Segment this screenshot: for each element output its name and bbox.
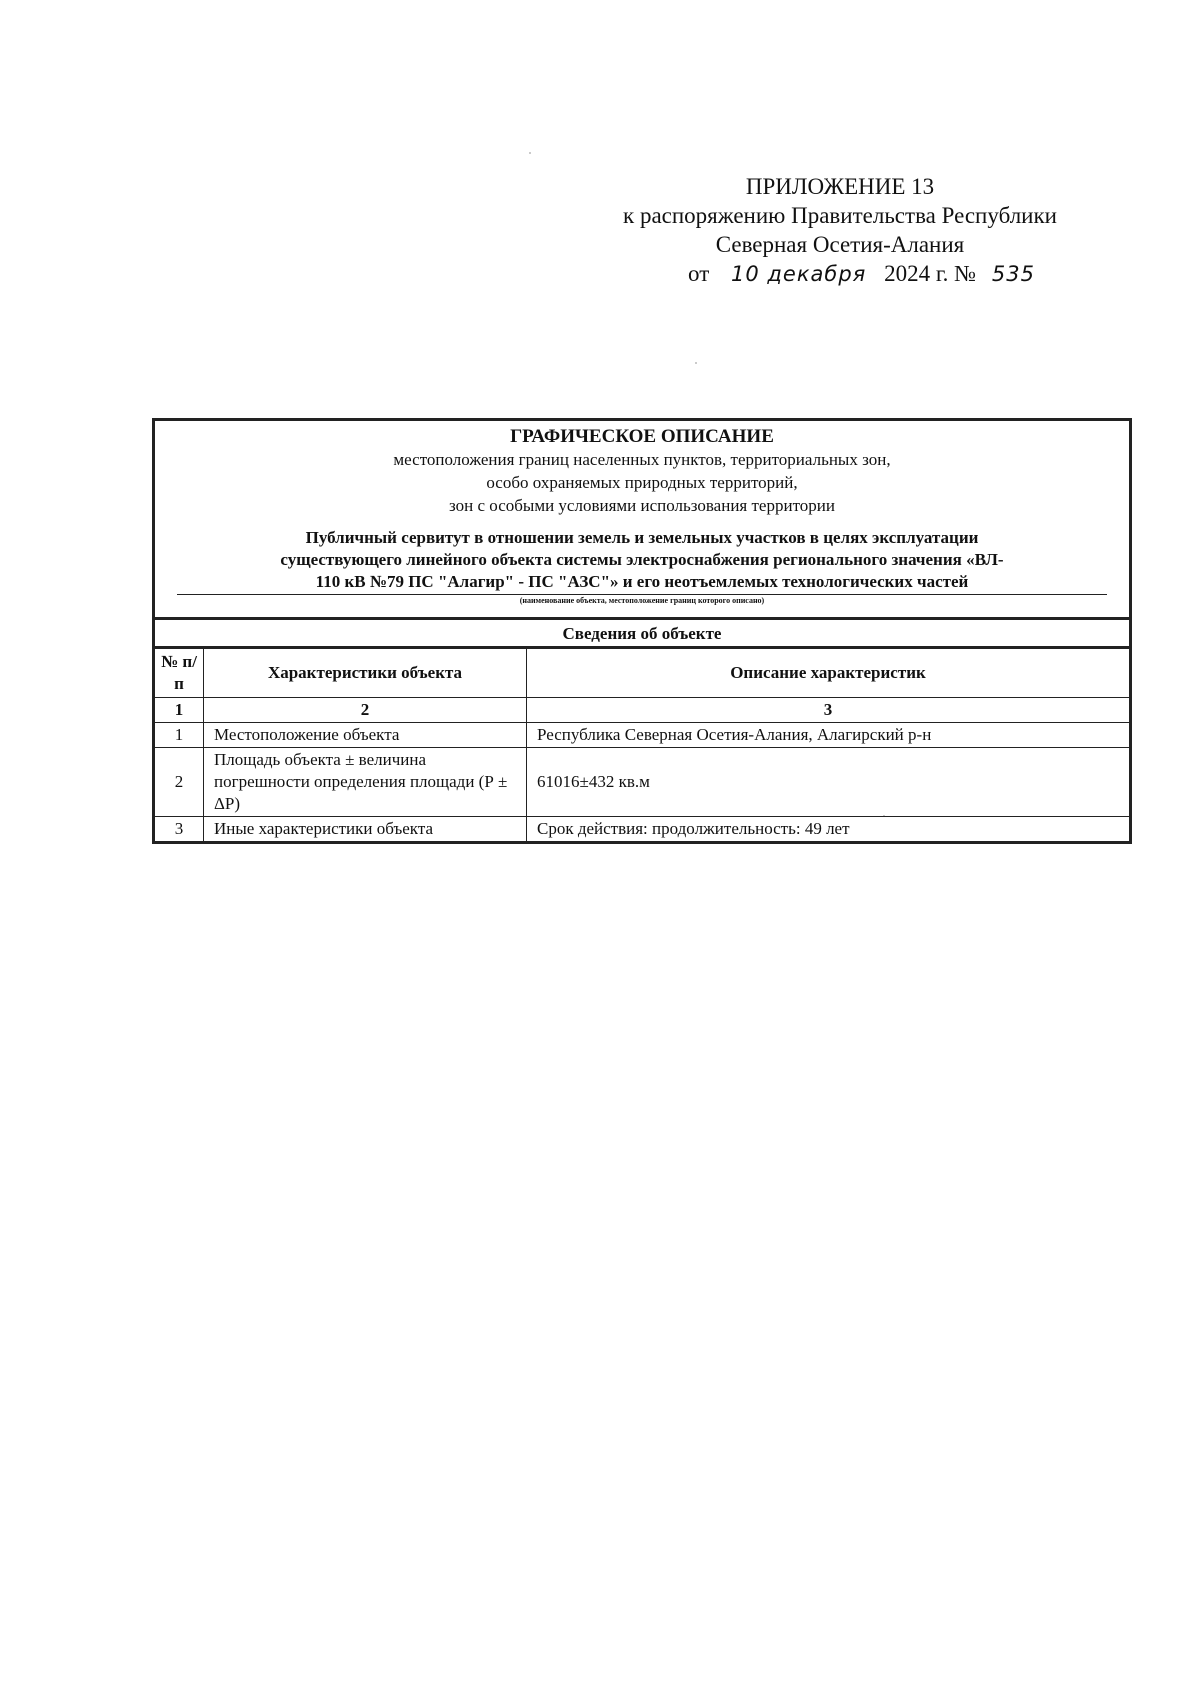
graphic-description-frame (152, 418, 1132, 844)
row-characteristic: Площадь объекта ± величина погрешности определения площади (Р ± ΔР) (204, 748, 527, 817)
appendix-date-line (560, 259, 1120, 289)
object-line: 110 кВ №79 ПС "Алагир" - ПС "АЗС"» и его неотъемлемых технологических частей (177, 571, 1107, 595)
row-num: 2 (155, 748, 204, 817)
row-description: 61016±432 кв.м (527, 748, 1130, 817)
header-description: Описание характеристик (527, 649, 1130, 698)
row-description: Срок действия: продолжительность: 49 лет (527, 817, 1130, 842)
section-title: Сведения об объекте (155, 620, 1129, 649)
column-number: 3 (527, 698, 1130, 723)
object-info-table (155, 649, 1129, 841)
appendix-header (560, 172, 1120, 289)
object-line: существующего линейного объекта системы электроснабжения регионального значения «ВЛ- (280, 550, 1004, 569)
header-characteristics: Характеристики объекта (204, 649, 527, 698)
appendix-title: ПРИЛОЖЕНИЕ 13 (745, 174, 935, 199)
row-num: 3 (155, 817, 204, 842)
scan-speck (695, 362, 697, 364)
header-num: № п/п (155, 649, 204, 698)
object-line: Публичный сервитут в отношении земель и земельных участков в целях эксплуатации (305, 528, 979, 547)
object-name (173, 527, 1111, 595)
subtitle-line: местоположения границ населенных пунктов, территориальных зон, (393, 450, 891, 469)
column-number-row (155, 698, 1129, 723)
date-prefix: от (688, 261, 710, 286)
table-row (155, 748, 1129, 817)
handwritten-date: 10 декабря (731, 262, 867, 286)
table-row (155, 817, 1129, 842)
object-caption: (наименование объекта, местоположение границ которого описано) (519, 596, 765, 605)
row-characteristic: Иные характеристики объекта (204, 817, 527, 842)
table-row (155, 723, 1129, 748)
subtitle-line: зон с особыми условиями использования территории (449, 496, 835, 515)
appendix-decree-line: к распоряжению Правительства Республики (623, 203, 1057, 228)
handwritten-number: 535 (991, 262, 1035, 286)
table-header-row (155, 649, 1129, 698)
row-characteristic: Местоположение объекта (204, 723, 527, 748)
document-title: ГРАФИЧЕСКОЕ ОПИСАНИЕ (510, 426, 774, 447)
column-number: 2 (204, 698, 527, 723)
subtitle-line: особо охраняемых природных территорий, (486, 473, 798, 492)
scan-speck (529, 152, 531, 154)
row-description: Республика Северная Осетия-Алания, Алагирский р-н (527, 723, 1130, 748)
appendix-republic-line: Северная Осетия-Алания (715, 232, 965, 257)
row-num: 1 (155, 723, 204, 748)
column-number: 1 (155, 698, 204, 723)
date-suffix: 2024 г. № (884, 261, 977, 286)
frame-header (155, 421, 1129, 620)
